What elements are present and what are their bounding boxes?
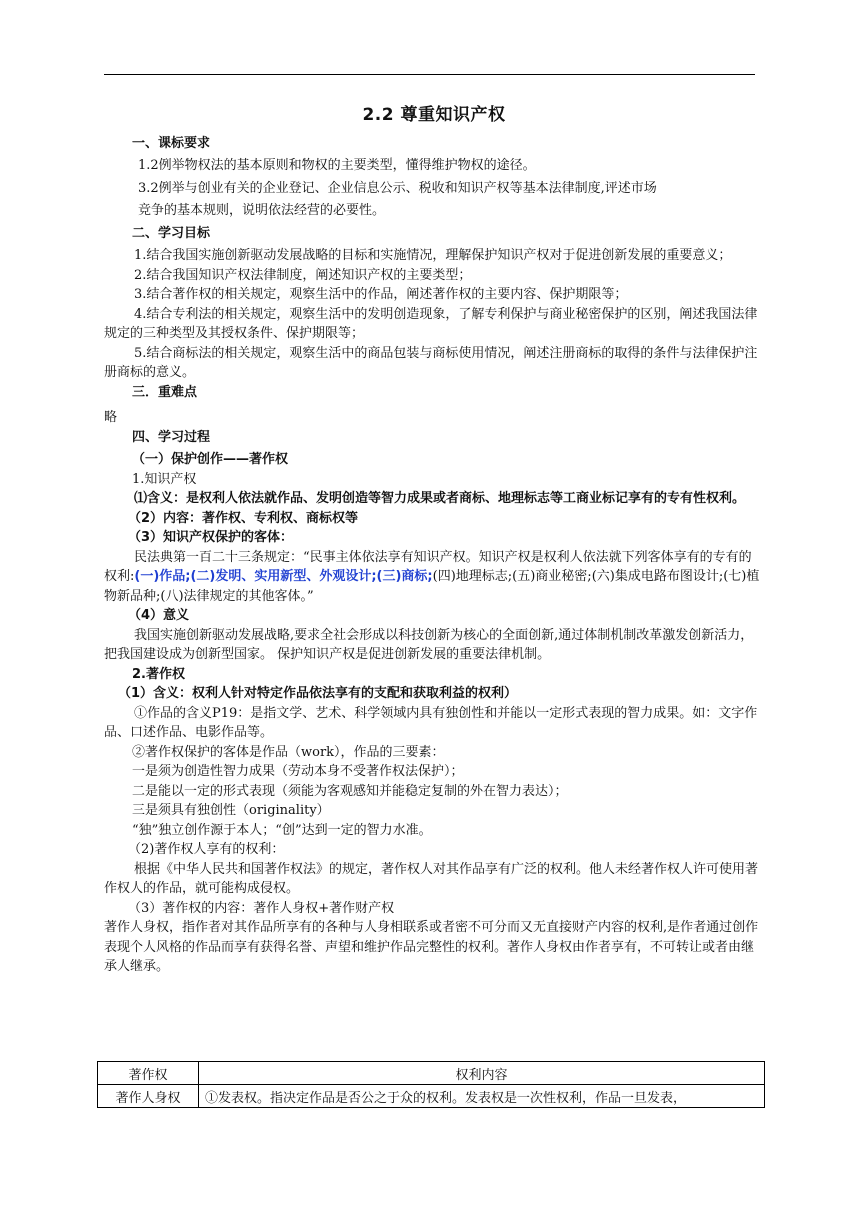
work-element: 一是须为创造性智力成果（劳动本身不受著作权法保护）； <box>132 764 464 779</box>
ip-definition: ⑴含义：是权利人依法就作品、发明创造等智力成果或者商标、地理标志等工商业标记享有的专有性权利。 <box>134 491 746 506</box>
copyright-content-heading: （3）著作权的内容：著作人身权+著作财产权 <box>128 900 395 916</box>
document-body <box>104 100 764 977</box>
personal-rights-text: 著作人身权，指作者对其作品所享有的各种与人身相联系或者密不可分而又无直接财产内容的权利,是作者通过创作表现个人风格的作品而享有获得名誉、声望和维护作品完整性的权利。著作人身权由作者享有，不可转让或者由继承人继承。 <box>104 920 759 974</box>
goal-item: 2.结合我国知识产权法律制度，阐述知识产权的主要类型； <box>134 267 472 283</box>
ip-heading: 1.知识产权 <box>132 471 197 487</box>
ip-meaning-text: 我国实施创新驱动发展战略,要求全社会形成以科技创新为核心的全面创新,通过体制机制改革激发创新活力，把我国建设成为创新型国家。 保护知识产权是促进创新发展的重要法律机制。 <box>104 627 754 662</box>
copyright-definition: （1）含义：权利人针对特定作品依法享有的支配和获取利益的权利） <box>118 686 518 701</box>
table-row <box>98 1085 765 1108</box>
ip-object-heading: （3）知识产权保护的客体： <box>128 530 294 545</box>
page-title: 2.2 尊重知识产权 <box>362 105 506 125</box>
work-element: 三是须具有独创性（originality） <box>132 803 330 818</box>
goal-item: 1.结合我国实施创新驱动发展战略的目标和实施情况，理解保护知识产权对于促进创新发展的重要意义； <box>134 248 732 263</box>
table-header-cell: 权利内容 <box>199 1062 765 1085</box>
goal-item: 3.结合著作权的相关规定，观察生活中的作品，阐述著作权的主要内容、保护期限等； <box>134 287 628 302</box>
ip-content: （2）内容：著作权、专利权、商标权等 <box>128 510 359 526</box>
rights-table <box>97 1061 765 1108</box>
work-definition: ①作品的含义P19：是指文学、艺术、科学领域内具有独创性和并能以一定形式表现的智力成果。如：文字作品、口述作品、电影作品等。 <box>104 705 758 740</box>
section-heading-goals: 二、学习目标 <box>132 225 211 241</box>
table-header-cell: 著作权 <box>98 1062 199 1085</box>
section-heading-standards: 一、课标要求 <box>132 135 211 151</box>
header-rule <box>104 74 755 75</box>
keypoints-text: 略 <box>104 410 118 425</box>
civil-code-highlight: (一)作品;(二)发明、实用新型、外观设计;(三)商标; <box>134 569 433 584</box>
work-element: 二是能以一定的形式表现（须能为客观感知并能稳定复制的外在智力表达）； <box>132 783 568 799</box>
table-cell: 著作人身权 <box>98 1085 199 1108</box>
subsection-copyright-protection: （一）保护创作——著作权 <box>132 452 289 467</box>
work-element: “独”独立创作源于本人；“创”达到一定的智力水准。 <box>132 822 432 838</box>
work-elements-heading: ②著作权保护的客体是作品（work），作品的三要素： <box>132 744 445 760</box>
owner-rights-heading: （2)著作权人享有的权利： <box>128 842 285 857</box>
civil-code-article: 民法典第一百二十三条规定：“民事主体依法享有知识产权。知识产权是权利人依法就下列客体享有的专有的权利:(一)作品;(二)发明、实用新型、外观设计;(三)商标;(四)地理标志;(五)商业秘密;(六)集成电路布图设计;(七)植物新品种;(八)法律规定的其他客体。” <box>104 549 760 604</box>
copyright-heading: 2.著作权 <box>132 666 185 682</box>
goal-item: 4.结合专利法的相关规定，观察生活中的发明创造现象，了解专利保护与商业秘密保护的区别，阐述我国法律规定的三种类型及其授权条件、保护期限等； <box>104 306 758 341</box>
standard-item: 1.2例举物权法的基本原则和物权的主要类型，懂得维护物权的途径。 <box>138 158 536 173</box>
goal-item: 5.结合商标法的相关规定，观察生活中的商品包装与商标使用情况，阐述注册商标的取得的条件与法律保护注册商标的意义。 <box>104 345 758 380</box>
standard-item: 竞争的基本规则，说明依法经营的必要性。 <box>138 203 386 218</box>
standard-item: 3.2例举与创业有关的企业登记、企业信息公示、税收和知识产权等基本法律制度,评述市场 <box>138 180 657 196</box>
owner-rights-text: 根据《中华人民共和国著作权法》的规定，著作权人对其作品享有广泛的权利。他人未经著作权人许可使用著作权人的作品，就可能构成侵权。 <box>104 861 759 896</box>
section-heading-process: 四、学习过程 <box>132 429 211 445</box>
table-cell: ①发表权。指决定作品是否公之于众的权利。发表权是一次性权利，作品一旦发表， <box>199 1085 765 1108</box>
ip-meaning-heading: （4）意义 <box>128 608 190 623</box>
section-heading-keypoints: 三．重难点 <box>132 384 198 400</box>
table-header-row <box>98 1062 765 1085</box>
